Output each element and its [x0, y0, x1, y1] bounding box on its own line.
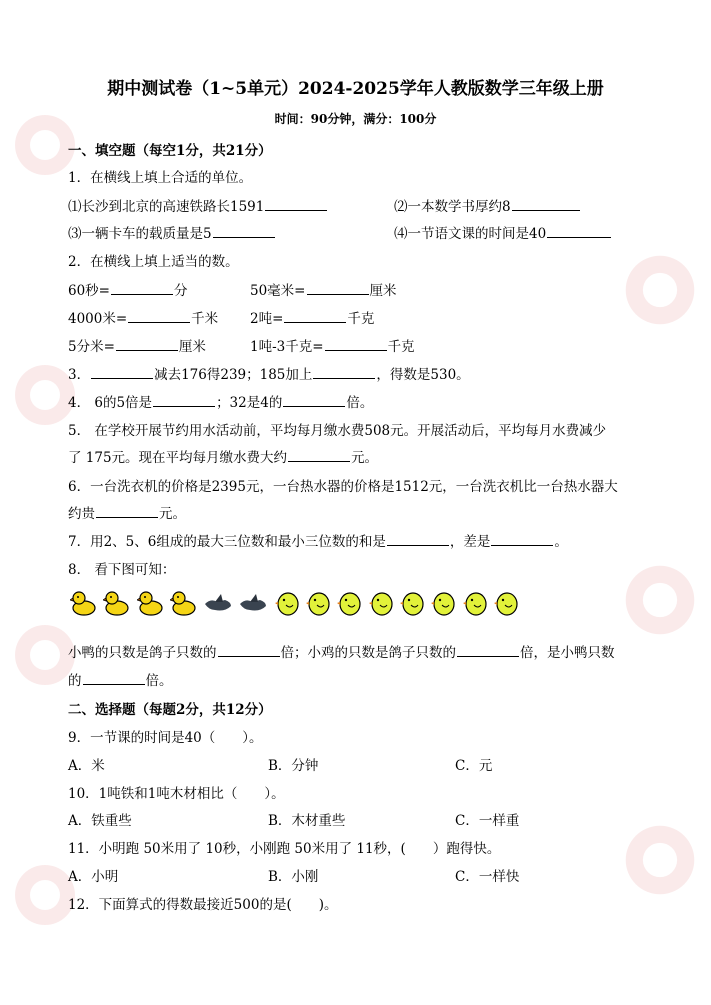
answer-blank[interactable]	[547, 225, 611, 238]
q7: 7．用2、5、6组成的最大三位数和最小三位数的和是 ，差是 。	[68, 534, 568, 550]
chick-icon	[462, 590, 488, 618]
answer-blank[interactable]	[111, 282, 173, 295]
q8-line1: 小鸭的只数是鸽子只数的 倍；小鸡的只数是鸽子只数的 倍，是小鸭只数	[68, 645, 615, 661]
q10-stem: 10．1吨铁和1吨木材相比（ ）。	[68, 786, 285, 802]
q6-line2: 约贵 元。	[68, 506, 186, 522]
q10-option-a[interactable]: A．铁重些	[68, 813, 132, 829]
answer-blank[interactable]	[387, 533, 449, 546]
answer-blank[interactable]	[128, 310, 190, 323]
q9-option-a[interactable]: A．米	[68, 758, 105, 774]
chick-icon	[399, 590, 425, 618]
answer-blank[interactable]	[457, 644, 519, 657]
chick-icon	[368, 590, 394, 618]
q1-stem: 1．在横线上填上合适的单位。	[68, 170, 253, 186]
q10-option-b[interactable]: B．木材重些	[268, 813, 346, 829]
chick-icon	[336, 590, 362, 618]
q12-stem: 12．下面算式的得数最接近500的是( )。	[68, 897, 338, 913]
q2-item: 50毫米= 厘米	[250, 283, 397, 299]
q11-stem: 11．小明跑 50米用了 10秒，小刚跑 50米用了 11秒，( ）跑得快。	[68, 841, 501, 857]
page-subtitle: 时间：90分钟，满分：100分	[274, 112, 437, 126]
chick-icon	[430, 590, 456, 618]
answer-blank[interactable]	[213, 225, 275, 238]
q4: 4． 6的5倍是 ；32是4的 倍。	[68, 395, 374, 411]
answer-blank[interactable]	[218, 644, 280, 657]
answer-blank[interactable]	[116, 338, 178, 351]
q6-line1: 6．一台洗衣机的价格是2395元，一台热水器的价格是1512元，一台洗衣机比一台热水器大	[68, 479, 618, 495]
chick-icon	[305, 590, 331, 618]
answer-blank[interactable]	[491, 533, 553, 546]
q11-option-a[interactable]: A．小明	[68, 869, 119, 885]
q5-line1: 5． 在学校开展节约用水活动前，平均每月缴水费508元。开展活动后，平均每月水费减少	[68, 423, 607, 439]
duck-icon	[170, 590, 198, 618]
answer-blank[interactable]	[325, 338, 387, 351]
answer-blank[interactable]	[83, 672, 145, 685]
q9-option-c[interactable]: C．元	[455, 758, 493, 774]
answer-blank[interactable]	[96, 505, 158, 518]
q2-item: 2吨= 千克	[250, 311, 375, 327]
q2-stem: 2．在横线上填上适当的数。	[68, 254, 239, 270]
q1-item-a: ⑴长沙到北京的高速铁路长1591	[68, 195, 328, 215]
q8-stem: 8． 看下图可知：	[68, 562, 176, 578]
q3: 3． 减去176得239；185加上 ，得数是530。	[68, 367, 470, 383]
answer-blank[interactable]	[307, 282, 369, 295]
watermark-logo	[620, 560, 700, 644]
pigeon-icon	[238, 590, 268, 618]
q8-image-birds	[70, 590, 520, 618]
answer-blank[interactable]	[283, 394, 345, 407]
answer-blank[interactable]	[512, 198, 580, 211]
duck-icon	[103, 590, 131, 618]
q2-item: 5分米= 厘米	[68, 339, 206, 355]
answer-blank[interactable]	[313, 366, 375, 379]
chick-icon	[274, 590, 300, 618]
section-1-heading: 一、填空题（每空1分，共21分）	[68, 143, 272, 159]
chick-icon	[493, 590, 519, 618]
watermark-logo	[620, 820, 700, 904]
answer-blank[interactable]	[265, 198, 327, 211]
duck-icon	[70, 590, 98, 618]
q2-item: 4000米= 千米	[68, 311, 219, 327]
q9-option-b[interactable]: B．分钟	[268, 758, 319, 774]
answer-blank[interactable]	[153, 394, 215, 407]
q2-item: 1吨-3千克= 千克	[250, 339, 415, 355]
q1-item-b: ⑵一本数学书厚约8	[394, 195, 581, 215]
q5-line2: 了 175元。现在平均每月缴水费大约 元。	[68, 450, 379, 466]
q1-item-c: ⑶一辆卡车的载质量是5	[68, 222, 276, 242]
q1-item-d: ⑷一节语文课的时间是40	[394, 222, 612, 242]
q9-stem: 9．一节课的时间是40（ ）。	[68, 730, 263, 746]
pigeon-icon	[203, 590, 233, 618]
q11-option-b[interactable]: B．小刚	[268, 869, 319, 885]
watermark-logo	[620, 250, 700, 334]
section-2-heading: 二、选择题（每题2分，共12分）	[68, 702, 272, 718]
q10-option-c[interactable]: C．一样重	[455, 813, 520, 829]
page-title: 期中测试卷（1~5单元）2024-2025学年人教版数学三年级上册	[107, 79, 604, 99]
answer-blank[interactable]	[288, 449, 350, 462]
answer-blank[interactable]	[91, 366, 153, 379]
q11-option-c[interactable]: C．一样快	[455, 869, 520, 885]
answer-blank[interactable]	[284, 310, 346, 323]
duck-icon	[137, 590, 165, 618]
q2-item: 60秒= 分	[68, 283, 188, 299]
q8-line2: 的 倍。	[68, 673, 173, 689]
